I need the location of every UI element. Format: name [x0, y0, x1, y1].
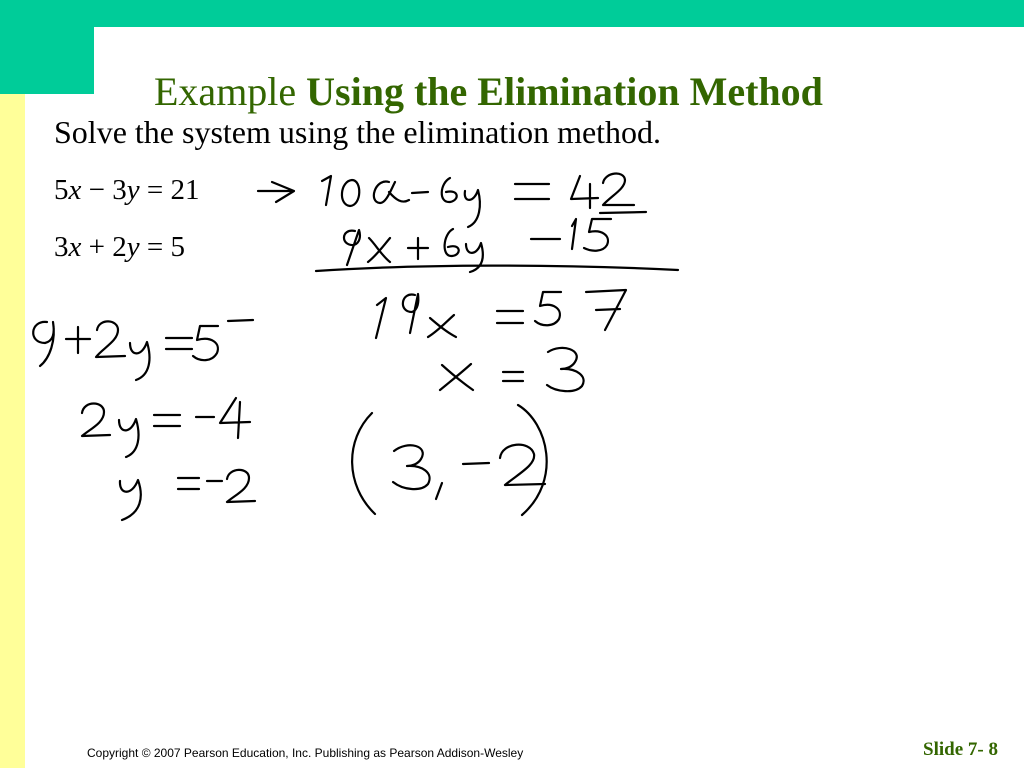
- sum-line: [316, 266, 678, 271]
- slide-number: Slide 7- 8: [923, 739, 998, 760]
- variable-x: x: [68, 174, 82, 206]
- handwritten-line-6: [82, 398, 250, 457]
- title-main: Using the Elimination Method: [306, 69, 823, 114]
- variable-y: y: [126, 174, 140, 206]
- title-prefix: Example: [154, 69, 297, 114]
- variable-x: x: [68, 231, 82, 263]
- variable-y: y: [126, 231, 140, 263]
- equation-2-coef-y: 2: [112, 231, 127, 263]
- equation-1-rhs: 21: [170, 174, 200, 206]
- handwritten-line-2: [344, 212, 646, 272]
- equation-2-rhs: 5: [170, 231, 185, 263]
- top-accent-bar: [0, 0, 1024, 27]
- equation-2-operator: +: [88, 231, 105, 263]
- equation-1-coef-x: 5: [54, 174, 69, 206]
- footer-copyright: Copyright © 2007 Pearson Education, Inc. Publishing as Pearson Addison-Wesley: [87, 746, 524, 760]
- left-accent-bar: [0, 94, 25, 768]
- equation-1-operator: −: [88, 174, 105, 206]
- handwritten-line-4: [440, 348, 584, 391]
- equation-1: 5x − 3y = 21: [54, 174, 200, 206]
- corner-accent-block: [0, 0, 94, 94]
- handwritten-line-5: [33, 320, 253, 380]
- handwritten-line-3: [376, 290, 626, 338]
- handwritten-line-1: [322, 174, 634, 227]
- arrow-mark: [258, 182, 294, 202]
- equation-1-coef-y: 3: [112, 174, 127, 206]
- handwritten-answer: [352, 405, 547, 515]
- instruction-text: Solve the system using the elimination method.: [54, 114, 662, 150]
- equation-2: 3x + 2y = 5: [54, 231, 185, 263]
- handwritten-line-7: [120, 470, 255, 520]
- slide-title: [154, 68, 823, 116]
- equation-2-coef-x: 3: [54, 231, 69, 263]
